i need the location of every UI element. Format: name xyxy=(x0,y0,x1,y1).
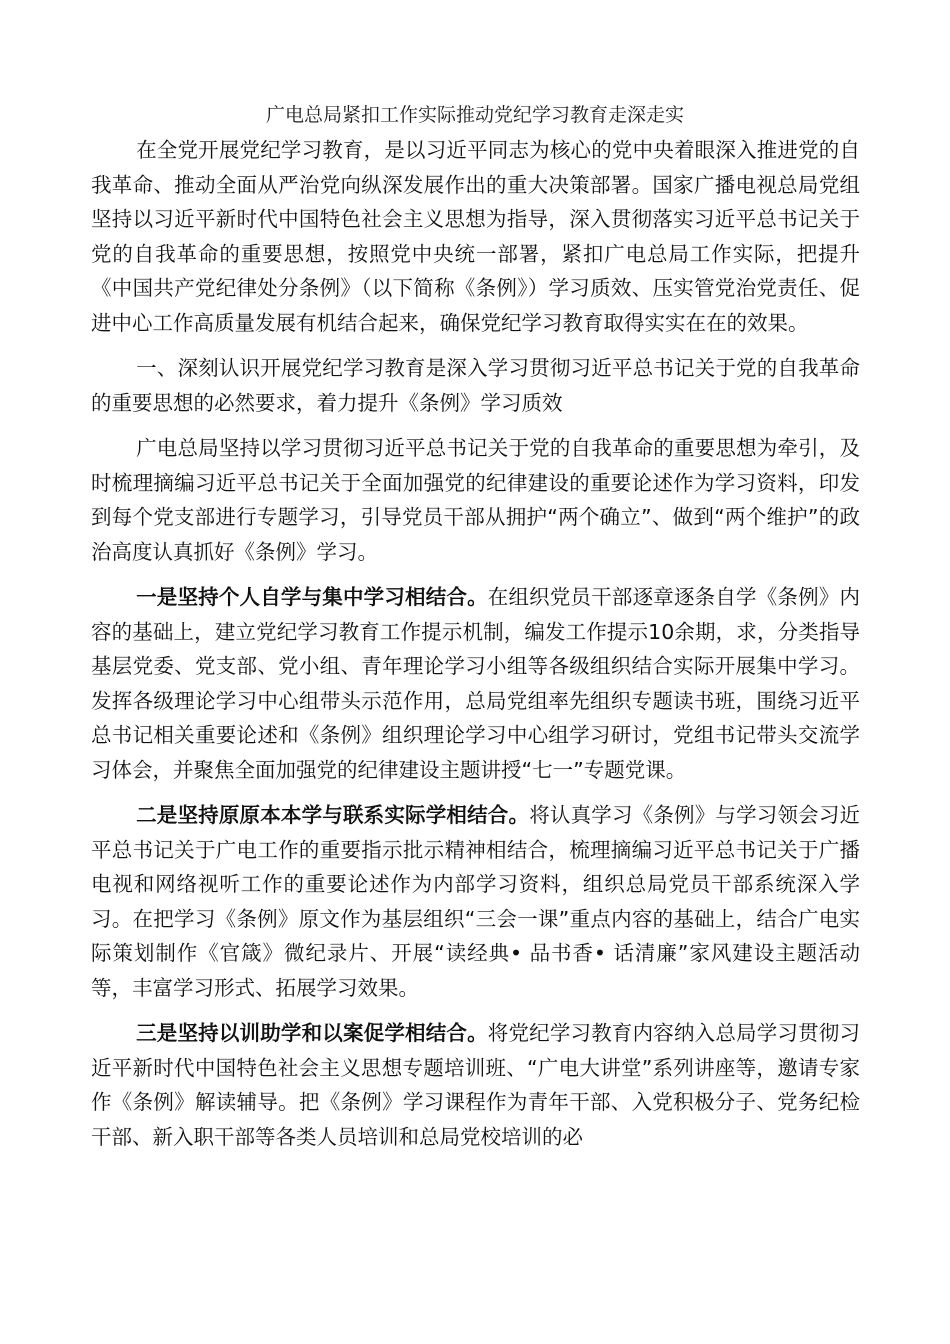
paragraph-lead-bold: 三是坚持以训助学和以案促学相结合。 xyxy=(136,1021,488,1045)
paragraph-section1-intro xyxy=(91,431,860,569)
paragraph-text: 广电总局坚持以学习贯彻习近平总书记关于党的自我革命的重要思想为牵引，及时梳理摘编习近平总书记关于全面加强党的纪律建设的重要论述作为学习资料，印发到每个党支部进行专题学习，引导党员干部从拥护“两个确立”、做到“两个维护”的政治高度认真抓好《条例》学习。 xyxy=(91,436,860,564)
paragraph-lead-bold: 二是坚持原原本本学与联系实际学相结合。 xyxy=(136,803,530,827)
section-heading-1 xyxy=(91,351,860,420)
paragraph-point-2 xyxy=(91,798,860,1005)
document-title: 广电总局紧扣工作实际推动党纪学习教育走深走实 xyxy=(265,104,684,126)
section-heading-text: 一、深刻认识开展党纪学习教育是深入学习贯彻习近平总书记关于党的自我革命的重要思想的必然要求，着力提升《条例》学习质效 xyxy=(91,356,860,415)
document-body xyxy=(91,133,860,1165)
paragraph-text: 将党纪学习教育内容纳入总局学习贯彻习近平新时代中国特色社会主义思想专题培训班、“广电大讲堂”系列讲座等，邀请专家作《条例》解读辅导。把《条例》学习课程作为青年干部、入党积极分子、党务纪检干部、新入职干部等各类人员培训和总局党校培训的必 xyxy=(91,1021,860,1149)
paragraph-text: 在组织党员干部逐章逐条自学《条例》内容的基础上，建立党纪学习教育工作提示机制，编发工作提示10余期，求，分类指导基层党委、党支部、党小组、青年理论学习小组等各级组织结合实际开展集中学习。发挥各级理论学习中心组带头示范作用，总局党组率先组织专题读书班，围绕习近平总书记相关重要论述和《条例》组织理论学习中心组学习研讨，党组书记带头交流学习体会，并聚焦全面加强党的纪律建设主题讲授“七一”专题党课。 xyxy=(91,585,860,782)
paragraph-point-3 xyxy=(91,1016,860,1154)
paragraph-point-1 xyxy=(91,580,860,787)
paragraph-text: 将认真学习《条例》与学习领会习近平总书记关于广电工作的重要指示批示精神相结合，梳理摘编习近平总书记关于广播电视和网络视听工作的重要论述作为内部学习资料，组织总局党员干部系统深入学习。在把学习《条例》原文作为基层组织“三会一课”重点内容的基础上，结合广电实际策划制作《官箴》微纪录片、开展“读经典• 品书香• 话清廉”家风建设主题活动等，丰富学习形式、拓展学习效果。 xyxy=(91,803,861,1000)
paragraph-text: 在全党开展党纪学习教育，是以习近平同志为核心的党中央着眼深入推进党的自我革命、推动全面从严治党向纵深发展作出的重大决策部署。国家广播电视总局党组坚持以习近平新时代中国特色社会主义思想为指导，深入贯彻落实习近平总书记关于党的自我革命的重要思想，按照党中央统一部署，紧扣广电总局工作实际，把提升《中国共产党纪律处分条例》（以下简称《条例》）学习质效、压实管党治党责任、促进中心工作高质量发展有机结合起来，确保党纪学习教育取得实实在在的效果。 xyxy=(91,138,860,335)
paragraph-intro xyxy=(91,133,860,340)
paragraph-lead-bold: 一是坚持个人自学与集中学习相结合。 xyxy=(136,585,488,609)
